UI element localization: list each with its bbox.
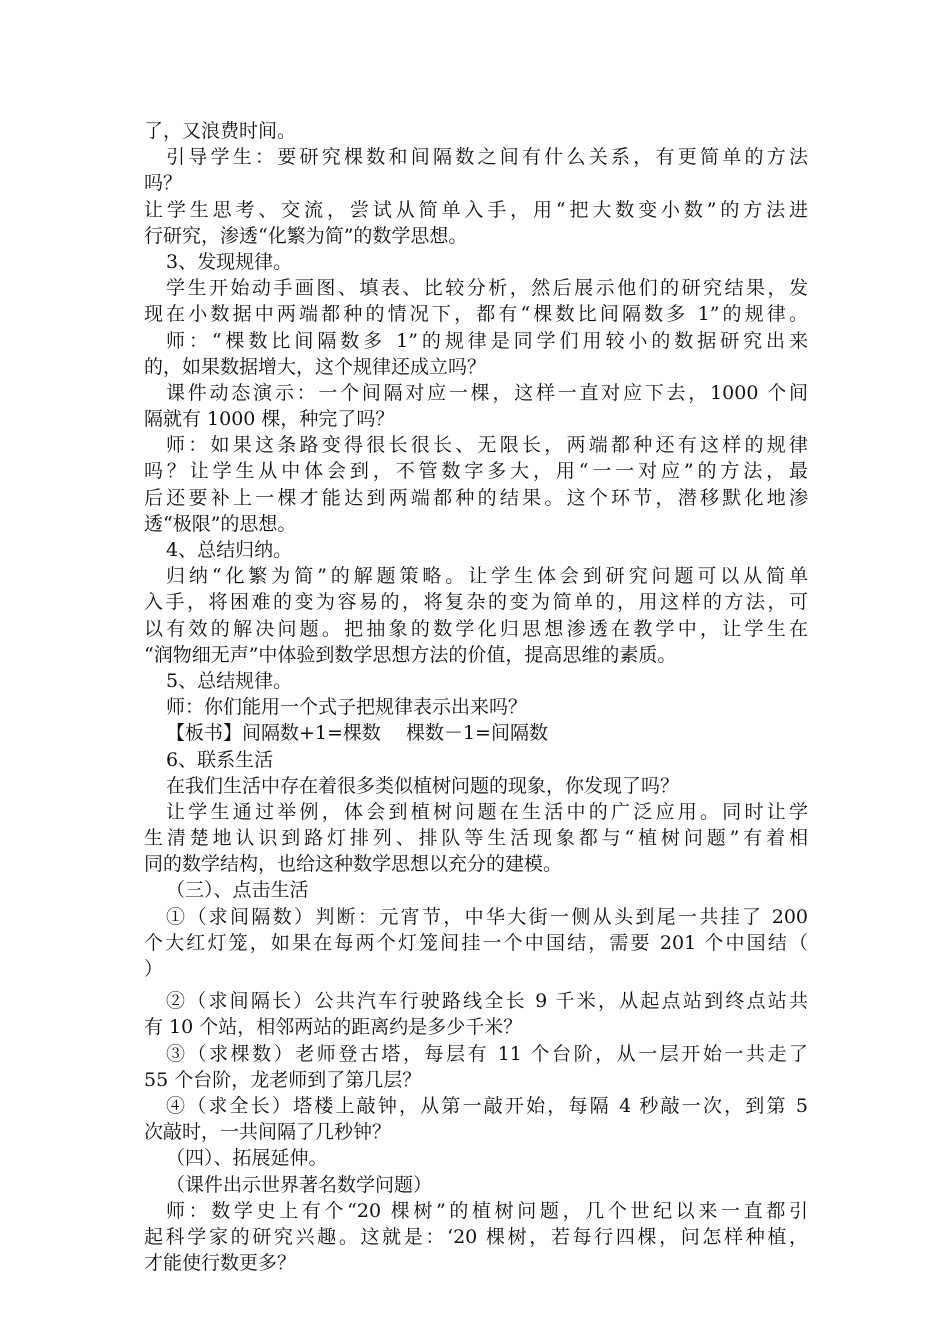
text-line: ②（求间隔长）公共汽车行驶路线全长 9 千米，从起点站到终点站共: [166, 990, 808, 1013]
text-line: 隔就有 1000 棵，种完了吗？: [144, 408, 395, 431]
text-line: 起科学家的研究兴趣。这就是：‘20 棵树，若每行四棵，问怎样种植，: [144, 1225, 808, 1248]
text-line: （四）、拓展延伸。: [166, 1147, 328, 1170]
text-line: 师：“棵数比间隔数多 1”的规律是同学们用较小的数据研究出来: [166, 329, 808, 352]
text-line: 55 个台阶，龙老师到了第几层？: [144, 1068, 422, 1091]
text-line: 6、联系生活: [166, 748, 274, 771]
text-line: 在我们生活中存在着很多类似植树问题的现象，你发现了吗？: [166, 774, 680, 797]
text-line: ③（求棵数）老师登古塔，每层有 11 个台阶，从一层开始一共走了: [166, 1042, 808, 1065]
text-line: ）: [144, 958, 164, 980]
text-line: 学生开始动手画图、填表、比较分析，然后展示他们的研究结果，发: [166, 277, 808, 300]
text-line: “润物细无声”中体验到数学思想方法的价值，提高思维的素质。: [144, 643, 677, 666]
text-line: 入手，将困难的变为容易的，将复杂的变为简单的，用这样的方法，可: [144, 591, 808, 614]
text-line: 同的数学结构，也给这种数学思想以充分的建模。: [144, 853, 563, 876]
text-line: 吗？让学生从中体会到，不管数字多大，用“一一对应”的方法，最: [144, 460, 808, 483]
text-line: 让学生通过举例，体会到植树问题在生活中的广泛应用。同时让学: [166, 800, 808, 823]
text-line: ④（求全长）塔楼上敲钟，从第一敲开始，每隔 4 秒敲一次，到第 5: [166, 1094, 808, 1117]
text-line: 师：数学史上有个“20 棵树”的植树问题，几个世纪以来一直都引: [166, 1199, 808, 1222]
text-line: 了，又浪费时间。: [144, 120, 297, 142]
text-line: 有 10 个站，相邻两站的距离约是多少千米？: [144, 1016, 523, 1039]
text-line: 个大红灯笼，如果在每两个灯笼间挂一个中国结，需要 201 个中国结（: [144, 931, 808, 954]
text-line: 的，如果数据增大，这个规律还成立吗？: [144, 355, 487, 378]
text-line: 【板书】间隔数+1=棵数 棵数－1=间隔数: [166, 722, 548, 745]
text-line: 以有效的解决问题。把抽象的数学化归思想渗透在教学中，让学生在: [144, 617, 808, 640]
text-line: ①（求间隔数）判断：元宵节，中华大街一侧从头到尾一共挂了 200: [166, 905, 808, 928]
text-line: 次敲时，一共间隔了几秒钟？: [144, 1121, 392, 1144]
text-line: 吗？: [144, 172, 183, 195]
text-line: 才能使行数更多？: [144, 1252, 297, 1275]
text-line: 师：如果这条路变得很长很长、无限长，两端都种还有这样的规律: [166, 434, 808, 457]
text-line: 让学生思考、交流，尝试从简单入手，用“把大数变小数”的方法进: [144, 198, 808, 221]
text-line: 师：你们能用一个式子把规律表示出来吗？: [166, 696, 528, 719]
text-line: 5、总结规律。: [166, 669, 293, 692]
text-line: 现在小数据中两端都种的情况下，都有“棵数比间隔数多 1”的规律。: [144, 303, 808, 326]
text-line: 3、发现规律。: [166, 250, 293, 273]
text-line: 4、总结归纳。: [166, 539, 293, 561]
text-line: 后还要补上一棵才能达到两端都种的结果。这个环节，潜移默化地渗: [144, 486, 808, 509]
text-line: 生清楚地认识到路灯排列、排队等生活现象都与“植树问题”有着相: [144, 827, 808, 850]
document-page: [144, 118, 808, 1276]
text-line: 引导学生：要研究棵数和间隔数之间有什么关系，有更简单的方法: [166, 146, 808, 169]
text-line: 透“极限”的思想。: [144, 512, 297, 535]
text-line: 课件动态演示：一个间隔对应一棵，这样一直对应下去，1000 个间: [166, 381, 808, 404]
text-line: （课件出示世界著名数学问题）: [166, 1173, 433, 1196]
text-line: 归纳“化繁为简”的解题策略。让学生体会到研究问题可以从简单: [166, 565, 808, 588]
text-line: 行研究，渗透“化繁为简”的数学思想。: [144, 224, 468, 247]
text-line: （三）、点击生活: [166, 879, 309, 902]
